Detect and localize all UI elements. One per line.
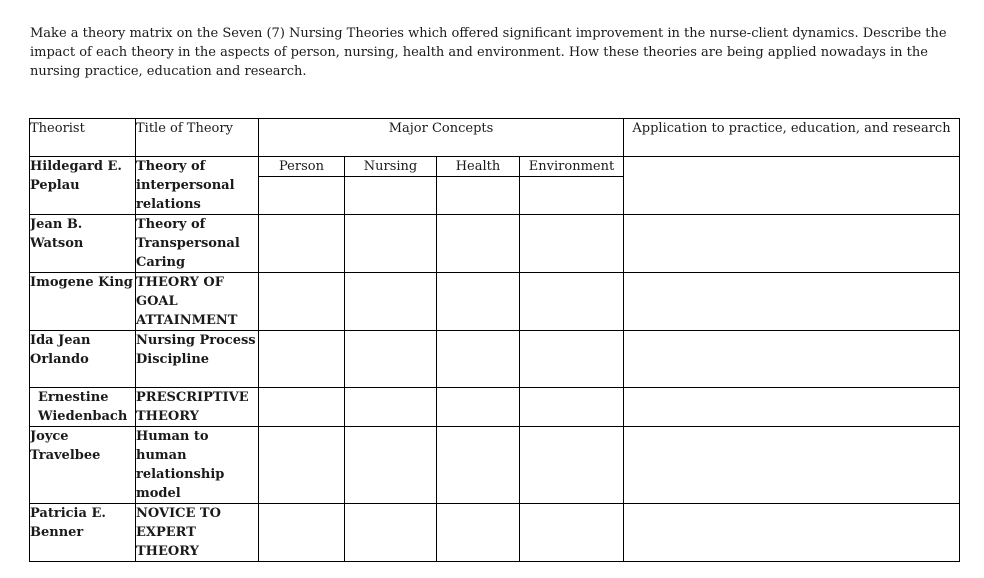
health-cell: [437, 388, 520, 427]
person-cell: [259, 427, 345, 504]
health-cell: [437, 331, 520, 388]
subheader-health: Health: [437, 157, 520, 177]
theorist-cell: Imogene King: [30, 273, 136, 331]
application-cell: [624, 157, 960, 215]
nursing-cell: [345, 331, 437, 388]
environment-cell: [520, 331, 624, 388]
theorist-cell: Hildegard E. Peplau: [30, 157, 136, 215]
table-row: [30, 331, 960, 388]
theory-title-cell: NOVICE TO EXPERT THEORY: [136, 504, 259, 562]
theorist-cell: Ida Jean Orlando: [30, 331, 136, 388]
environment-cell: [520, 273, 624, 331]
nursing-cell: [345, 388, 437, 427]
environment-cell: [520, 504, 624, 562]
application-cell: [624, 504, 960, 562]
environment-cell: [520, 427, 624, 504]
health-cell: [437, 177, 520, 215]
health-cell: [437, 215, 520, 273]
person-cell: [259, 273, 345, 331]
table-row: [30, 388, 960, 427]
header-row: [30, 119, 960, 157]
nursing-cell: [345, 215, 437, 273]
environment-cell: [520, 388, 624, 427]
theorist-cell: Joyce Travelbee: [30, 427, 136, 504]
nursing-cell: [345, 427, 437, 504]
theory-title-cell: THEORY OF GOAL ATTAINMENT: [136, 273, 259, 331]
header-major-concepts: Major Concepts: [259, 119, 624, 157]
environment-cell: [520, 215, 624, 273]
health-cell: [437, 273, 520, 331]
nursing-cell: [345, 273, 437, 331]
application-cell: [624, 273, 960, 331]
nursing-cell: [345, 177, 437, 215]
theory-matrix-table: [29, 118, 960, 562]
application-cell: [624, 215, 960, 273]
health-cell: [437, 427, 520, 504]
environment-cell: [520, 177, 624, 215]
theorist-cell: Jean B. Watson: [30, 215, 136, 273]
person-cell: [259, 177, 345, 215]
person-cell: [259, 504, 345, 562]
theory-title-cell: Theory of Transpersonal Caring: [136, 215, 259, 273]
table-row: [30, 427, 960, 504]
application-cell: [624, 388, 960, 427]
application-cell: [624, 427, 960, 504]
theory-title-cell: PRESCRIPTIVE THEORY: [136, 388, 259, 427]
table-row: [30, 157, 960, 177]
table-row: [30, 215, 960, 273]
assignment-instructions: Make a theory matrix on the Seven (7) Nursing Theories which offered significant improvement in the nurse-client dynamics. Describe the impact of each theory in the aspects of person, nursing, health and environment. How these theories are being applied nowadays in the nursing practice, education and research.: [30, 26, 947, 79]
header-title-of-theory: Title of Theory: [136, 119, 259, 157]
theory-title-cell: Nursing Process Discipline: [136, 331, 259, 388]
header-application: Application to practice, education, and research: [624, 119, 960, 157]
table-row: [30, 273, 960, 331]
header-theorist: Theorist: [30, 119, 136, 157]
health-cell: [437, 504, 520, 562]
theorist-cell: Ernestine Wiedenbach: [30, 388, 136, 427]
person-cell: [259, 388, 345, 427]
person-cell: [259, 331, 345, 388]
nursing-cell: [345, 504, 437, 562]
theory-title-cell: Human to human relationship model: [136, 427, 259, 504]
application-cell: [624, 331, 960, 388]
subheader-nursing: Nursing: [345, 157, 437, 177]
theory-title-cell: Theory of interpersonal relations: [136, 157, 259, 215]
theorist-cell: Patricia E. Benner: [30, 504, 136, 562]
subheader-person: Person: [259, 157, 345, 177]
subheader-environment: Environment: [520, 157, 624, 177]
person-cell: [259, 215, 345, 273]
table-row: [30, 504, 960, 562]
